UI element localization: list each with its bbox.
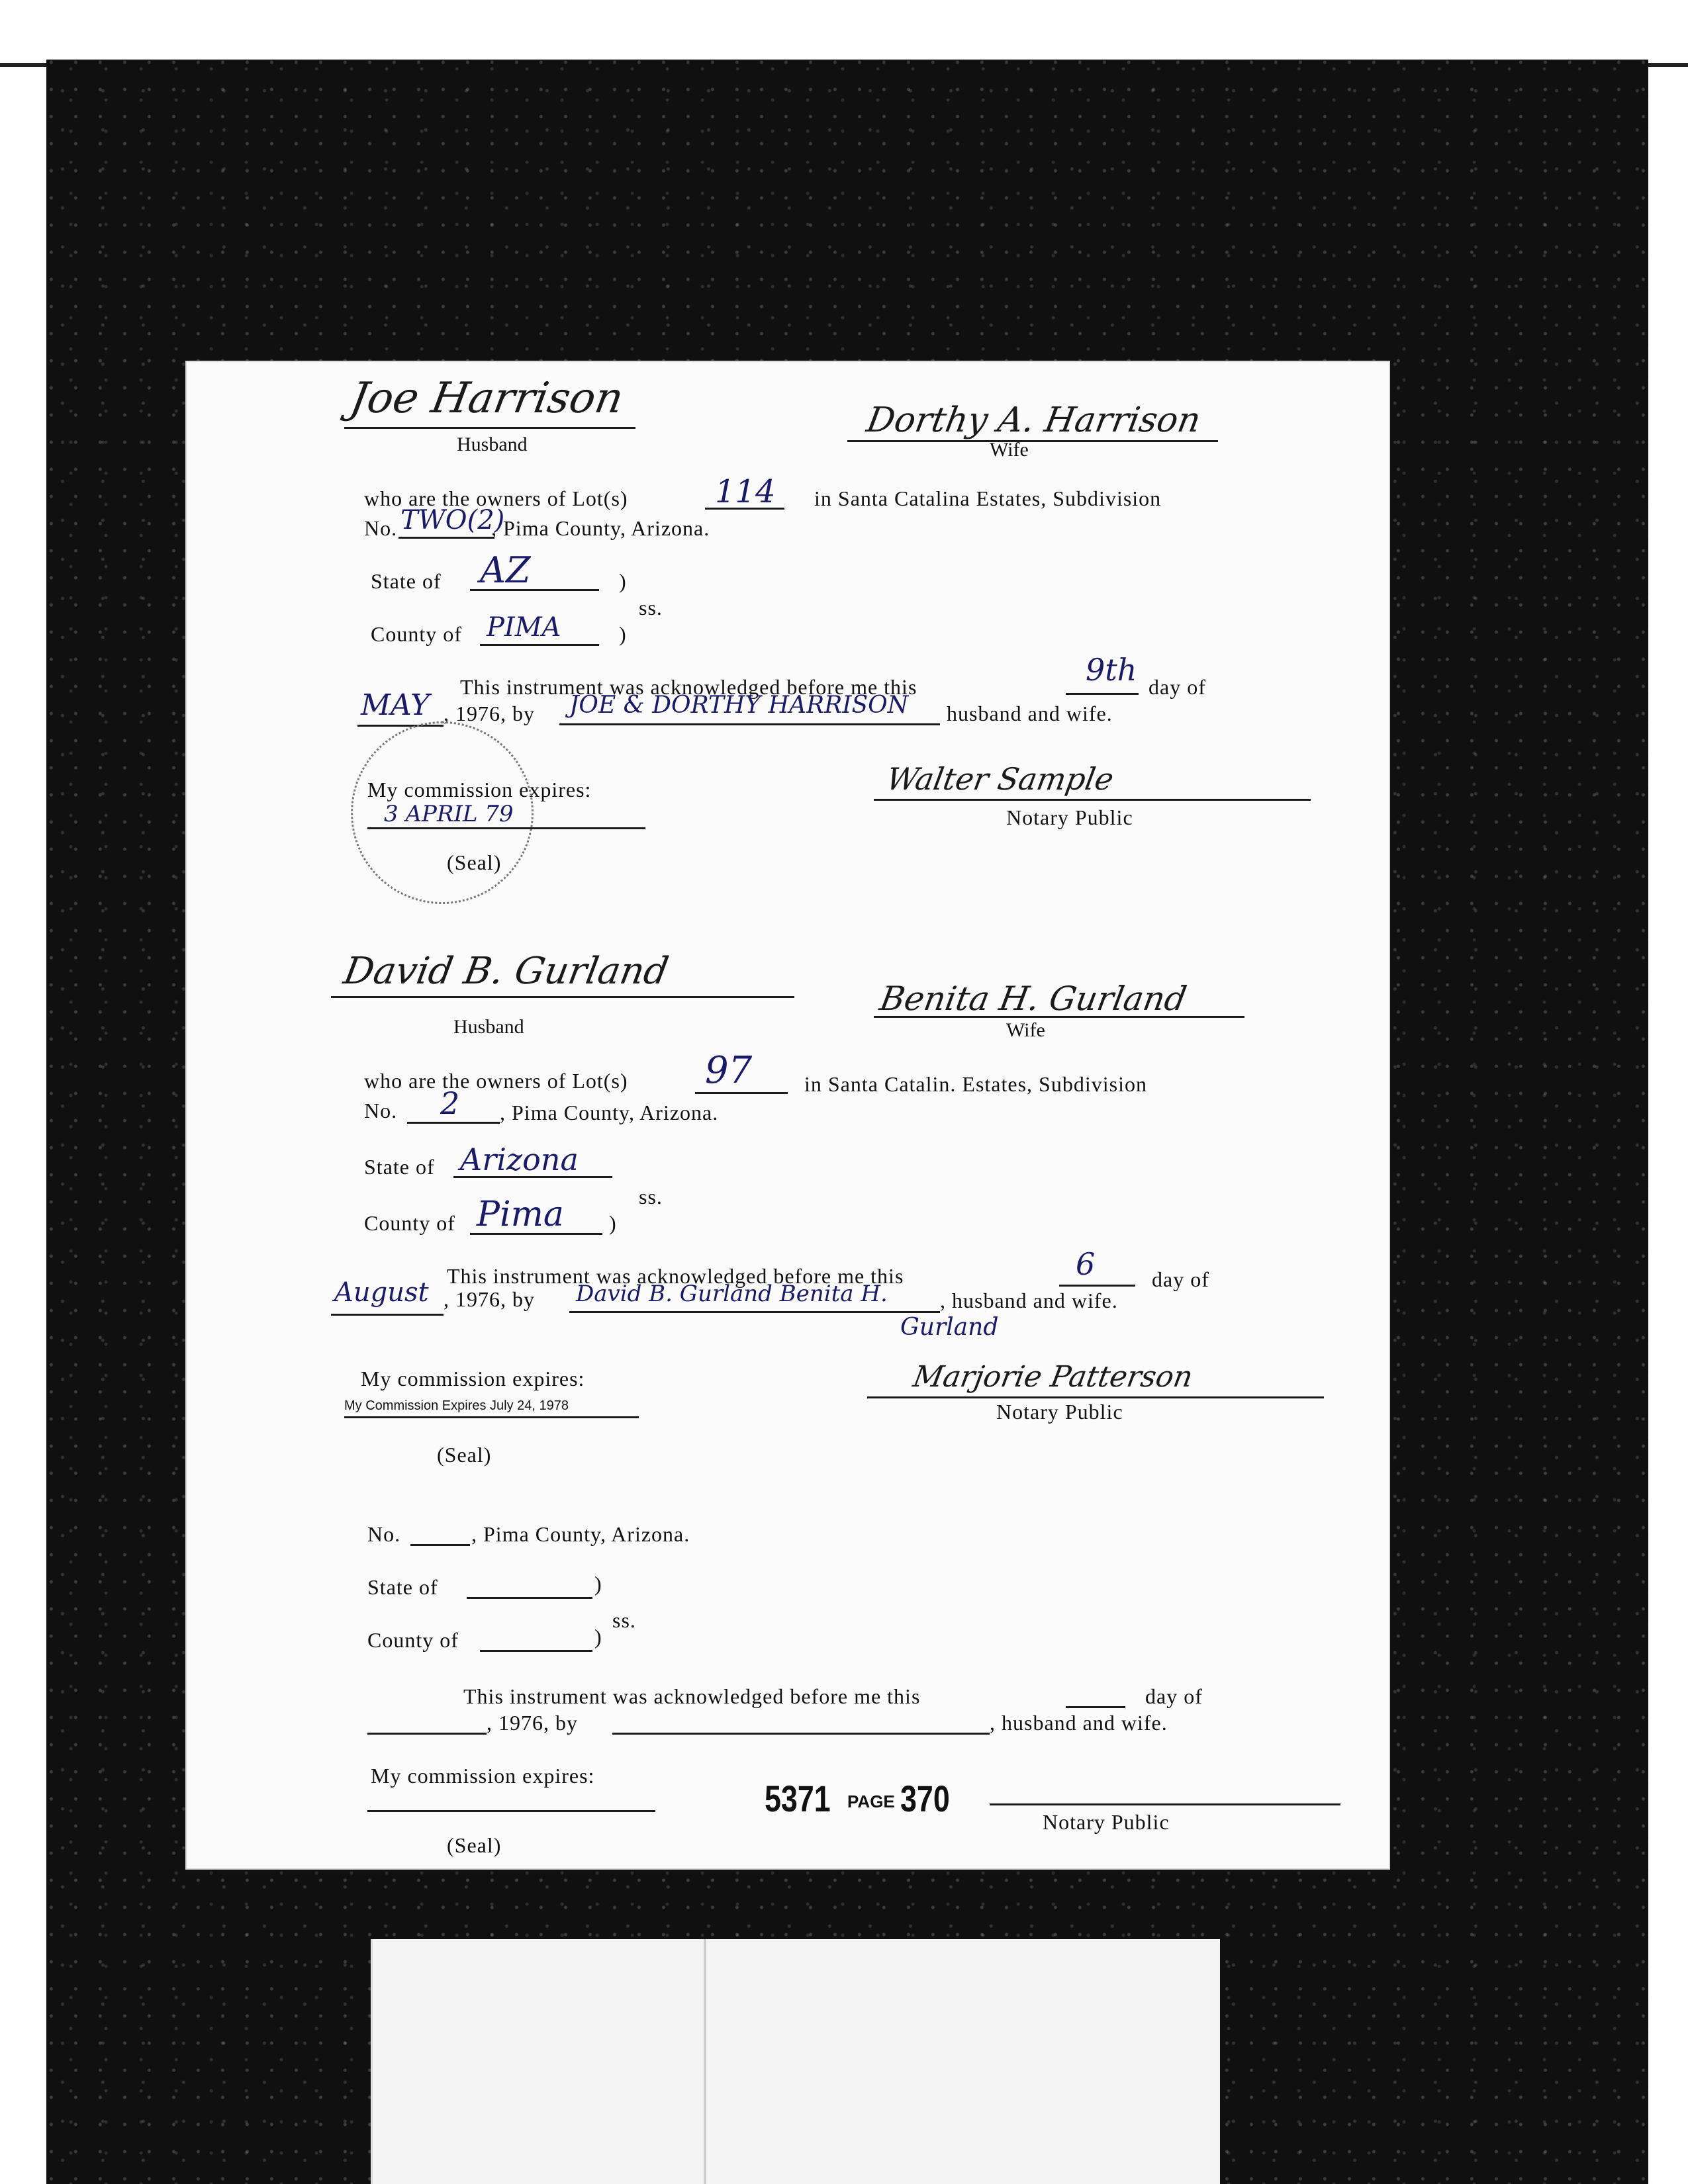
husband-signature-2: David B. Gurland [340,950,672,993]
county-line-3 [480,1650,592,1652]
county-value-1: PIMA [487,612,561,643]
month-line-3 [367,1733,487,1735]
lot-line-1 [705,508,784,510]
day-line-1 [1066,693,1139,695]
county-label-1: County of [371,622,462,646]
by-line-3 [612,1733,990,1735]
by-value-1: JOE & DORTHY HARRISON [569,692,909,719]
county-paren-3: ) [594,1625,602,1649]
state-label-1: State of [371,569,442,593]
state-paren-3: ) [594,1572,602,1596]
month-line-2 [331,1314,444,1316]
commission-label-2: My commission expires: [361,1367,585,1390]
scan-top-margin [0,0,1688,67]
husband-label-2: Husband [453,1016,524,1038]
day-label-1: day of [1149,675,1206,699]
by-value-2-extra: Gurland [900,1314,999,1341]
county-label-2: County of [364,1211,455,1235]
recording-page-label: PAGE [847,1792,895,1811]
owners-text-2: who are the owners of Lot(s) [364,1069,628,1093]
commission-label-3: My commission expires: [371,1764,595,1788]
lot-value-2: 97 [705,1049,753,1092]
wife-label-1: Wife [990,439,1029,461]
ack-text-3: This instrument was acknowledged before me this [463,1684,921,1708]
state-paren-1: ) [619,569,627,593]
subdivision-no-1: TWO(2) [400,505,505,535]
state-line-1 [470,589,599,591]
notary-signature-2: Marjorie Patterson [910,1360,1196,1394]
county-value-2: Pima [477,1195,564,1234]
husband-signature-line-2 [331,996,794,998]
scan-bottom-paper [371,1939,1220,2184]
notary-label-1: Notary Public [1006,805,1133,829]
document-page [185,361,1390,1870]
commission-line-2 [344,1416,639,1418]
day-line-3 [1066,1706,1125,1708]
wife-label-2: Wife [1006,1019,1045,1041]
ss-2: ss. [639,1185,663,1208]
year-text-3: , 1976, by [487,1711,578,1735]
estates-text-1: in Santa Catalina Estates, Subdivision [814,486,1162,510]
recording-book-number: 5371 [765,1778,831,1819]
county-text-1: , Pima County, Arizona. [491,516,710,540]
county-paren-2: ) [609,1211,617,1235]
recording-page-number: 370 [900,1778,950,1819]
commission-stamp-2: My Commission Expires July 24, 1978 [344,1398,569,1413]
wife-signature-1: Dorthy A. Harrison [863,400,1204,440]
by-line-1 [559,723,940,725]
state-label-2: State of [364,1155,435,1179]
commission-label-1: My commission expires: [367,778,592,801]
subdivision-no-2: 2 [440,1085,460,1121]
husband-signature-1: Joe Harrison [346,374,628,423]
ack-text-2: This instrument was acknowledged before me this [447,1264,904,1288]
notary-seal-1 [351,721,534,904]
husband-wife-1: husband and wife. [947,702,1113,725]
seal-label-3: (Seal) [447,1833,502,1857]
subdivision-line-3 [410,1544,470,1546]
month-value-2: August [334,1277,429,1308]
husband-signature-line-1 [344,427,635,429]
county-text-3: , Pima County, Arizona. [471,1522,690,1546]
by-line-2 [569,1311,940,1313]
day-label-2: day of [1152,1267,1209,1291]
day-label-3: day of [1145,1684,1203,1708]
ss-1: ss. [639,596,663,619]
wife-signature-line-2 [874,1016,1244,1018]
state-line-2 [453,1176,612,1178]
wife-signature-2: Benita H. Gurland [876,979,1190,1018]
state-value-1: AZ [480,549,531,591]
county-text-2: , Pima County, Arizona. [500,1101,719,1124]
lot-line-2 [695,1092,788,1094]
by-value-2: David B. Gurland Benita H. [576,1281,888,1307]
notary-line-3 [990,1803,1340,1805]
notary-line-1 [874,799,1311,801]
month-value-1: MAY [361,688,430,722]
seal-label-2: (Seal) [437,1443,492,1467]
subdivision-line-1 [399,537,494,539]
notary-line-2 [867,1396,1324,1398]
county-line-2 [470,1233,602,1235]
notary-label-2: Notary Public [996,1400,1123,1424]
no-label-2: No. [364,1099,398,1122]
notary-signature-1: Walter Sample [884,761,1117,797]
day-line-2 [1059,1285,1135,1287]
husband-wife-3: , husband and wife. [990,1711,1168,1735]
day-value-2: 6 [1076,1246,1096,1282]
year-text-2: , 1976, by [444,1287,535,1311]
commission-line-3 [367,1810,655,1812]
year-text-1: , 1976, by [444,702,535,725]
husband-label-1: Husband [457,433,528,455]
notary-label-3: Notary Public [1043,1810,1170,1834]
day-value-1: 9th [1086,652,1137,688]
lot-value-1: 114 [715,473,776,510]
county-line-1 [480,644,599,646]
ack-text-1: This instrument was acknowledged before me this [460,675,917,699]
county-paren-1: ) [619,622,627,646]
no-label-3: No. [367,1522,401,1546]
state-label-3: State of [367,1575,438,1599]
paper-fold [704,1939,706,2184]
owners-text-1: who are the owners of Lot(s) [364,486,628,510]
estates-text-2: in Santa Catalin. Estates, Subdivision [804,1072,1147,1096]
state-value-2: Arizona [460,1142,579,1177]
wife-signature-line-1 [847,440,1218,442]
no-label-1: No. [364,516,398,540]
county-label-3: County of [367,1628,459,1652]
state-line-3 [467,1597,592,1599]
husband-wife-2: , husband and wife. [940,1289,1118,1312]
ss-3: ss. [612,1608,636,1632]
subdivision-line-2 [407,1122,500,1124]
seal-label-1: (Seal) [447,850,502,874]
commission-value-1: 3 APRIL 79 [384,801,514,827]
